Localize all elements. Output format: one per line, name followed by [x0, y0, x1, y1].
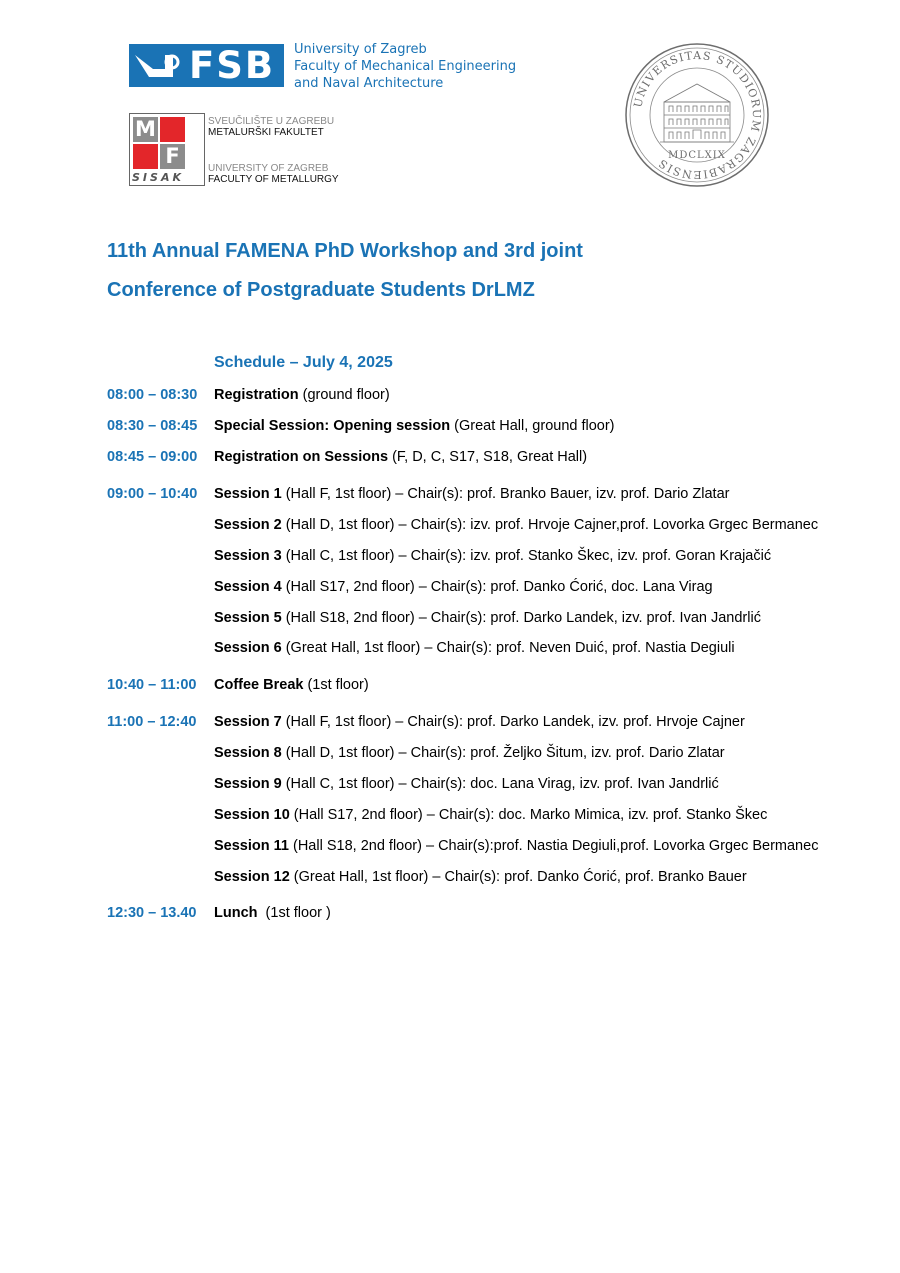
schedule-time: 08:45 – 09:00 — [107, 449, 198, 465]
schedule-item-details: (1st floor) — [303, 677, 369, 693]
schedule-description — [214, 774, 719, 794]
fsb-line: and Naval Architecture — [294, 76, 444, 91]
schedule-item-details: (ground floor) — [298, 387, 390, 403]
schedule-item-details: (Hall S17, 2nd floor) – Chair(s): doc. Marko Mimica, izv. prof. Stanko Škec — [289, 807, 768, 823]
fsb-line: Faculty of Mechanical Engineering — [294, 59, 517, 74]
university-seal-icon — [624, 42, 770, 188]
schedule-description — [214, 638, 735, 658]
schedule-item-details: (Hall S18, 2nd floor) – Chair(s):prof. Nastia Degiuli,prof. Lovorka Grgec Bermanec — [288, 838, 819, 854]
schedule-item-title: Session 3 — [214, 548, 282, 564]
mf-line: SVEUČILIŠTE U ZAGREBU — [208, 116, 335, 127]
schedule-item-title: Registration — [214, 387, 299, 403]
title-line: Conference of Postgraduate Students DrLMZ — [107, 279, 535, 301]
mf-red-square — [160, 117, 185, 142]
schedule-item-details: (Hall S18, 2nd floor) – Chair(s): prof. Darko Landek, izv. prof. Ivan Jandrlić — [281, 610, 761, 626]
schedule-item-title: Session 9 — [214, 776, 282, 792]
schedule-item-title: Session 1 — [214, 486, 282, 502]
mf-red-square — [133, 144, 158, 169]
fsb-logo-mark — [129, 44, 284, 87]
schedule-description — [214, 416, 615, 436]
schedule-item-details: (Hall C, 1st floor) – Chair(s): izv. prof. Stanko Škec, izv. prof. Goran Krajačić — [281, 548, 772, 564]
schedule-item-details: (F, D, C, S17, S18, Great Hall) — [388, 449, 588, 465]
schedule-description — [214, 385, 390, 405]
seal-year: MDCLXIX — [668, 150, 726, 161]
schedule-description — [214, 515, 818, 535]
fsb-logo — [129, 44, 529, 90]
fsb-line: University of Zagreb — [294, 42, 427, 57]
seal-ring-text: UNIVERSITAS STUDIORUM ZAGRABIENSIS — [631, 48, 764, 182]
schedule-time: 08:30 – 08:45 — [107, 418, 198, 434]
fsb-abbreviation: FSB — [189, 44, 276, 87]
mf-letter-f: F — [160, 144, 185, 169]
schedule-description — [214, 903, 331, 923]
schedule-item-details: (Hall D, 1st floor) – Chair(s): izv. prof. Hrvoje Cajner,prof. Lovorka Grgec Bermanec — [281, 517, 819, 533]
mf-logo-text — [208, 116, 339, 185]
schedule-item-details: (Hall D, 1st floor) – Chair(s): prof. Željko Šitum, izv. prof. Dario Zlatar — [281, 745, 725, 761]
schedule-item-details: (Hall F, 1st floor) – Chair(s): prof. Branko Bauer, izv. prof. Dario Zlatar — [281, 486, 730, 502]
schedule-item-details: (Hall C, 1st floor) – Chair(s): doc. Lana Virag, izv. prof. Ivan Jandrlić — [281, 776, 719, 792]
schedule-item-title: Session 5 — [214, 610, 282, 626]
schedule-item-title: Session 12 — [214, 869, 290, 885]
schedule-description — [214, 546, 771, 566]
mf-logo-mark — [129, 113, 205, 186]
schedule-time: 12:30 – 13.40 — [107, 905, 197, 921]
schedule-description — [214, 447, 587, 467]
schedule-item-details: (Great Hall, 1st floor) – Chair(s): prof. Neven Duić, prof. Nastia Degiuli — [281, 640, 735, 656]
mf-sisak-label: SISAK — [132, 171, 184, 184]
schedule-description — [214, 805, 767, 825]
page-title — [107, 232, 827, 310]
schedule-time: 11:00 – 12:40 — [107, 714, 197, 730]
schedule-item-title: Session 2 — [214, 517, 282, 533]
schedule-item-title: Session 8 — [214, 745, 282, 761]
schedule-description — [214, 577, 713, 597]
ship-icon — [133, 51, 181, 81]
schedule-item-details: (1st floor ) — [257, 905, 331, 921]
schedule-item-details: (Great Hall, ground floor) — [450, 418, 615, 434]
schedule-item-title: Coffee Break — [214, 677, 304, 693]
mf-line: METALURŠKI FAKULTET — [208, 127, 324, 138]
schedule-description — [214, 675, 369, 695]
schedule-item-title: Session 7 — [214, 714, 282, 730]
schedule-heading: Schedule – July 4, 2025 — [214, 354, 393, 371]
schedule-item-details: (Hall S17, 2nd floor) – Chair(s): prof. Danko Ćorić, doc. Lana Virag — [281, 579, 713, 595]
title-line: 11th Annual FAMENA PhD Workshop and 3rd joint — [107, 240, 583, 262]
schedule-description — [214, 836, 818, 856]
schedule-description — [214, 743, 725, 763]
schedule-item-title: Session 11 — [214, 838, 289, 854]
schedule-time: 09:00 – 10:40 — [107, 486, 198, 502]
mf-line: FACULTY OF METALLURGY — [208, 174, 339, 185]
mf-letter-m: M — [133, 117, 158, 142]
schedule-item-details: (Great Hall, 1st floor) – Chair(s): prof. Danko Ćorić, prof. Branko Bauer — [289, 869, 747, 885]
schedule-time: 08:00 – 08:30 — [107, 387, 198, 403]
schedule-item-title: Lunch — [214, 905, 258, 921]
schedule-description — [214, 867, 747, 887]
schedule-item-title: Registration on Sessions — [214, 449, 389, 465]
mf-line: UNIVERSITY OF ZAGREB — [208, 163, 329, 174]
schedule-item-title: Session 6 — [214, 640, 282, 656]
fsb-logo-text — [294, 41, 516, 92]
schedule-description — [214, 712, 745, 732]
schedule-item-title: Session 4 — [214, 579, 282, 595]
schedule-item-title: Special Session: Opening session — [214, 418, 451, 434]
schedule-time: 10:40 – 11:00 — [107, 677, 197, 693]
mf-logo — [129, 113, 369, 187]
schedule-description — [214, 484, 729, 504]
schedule-item-title: Session 10 — [214, 807, 290, 823]
schedule-description — [214, 608, 761, 628]
schedule-item-details: (Hall F, 1st floor) – Chair(s): prof. Darko Landek, izv. prof. Hrvoje Cajner — [281, 714, 745, 730]
